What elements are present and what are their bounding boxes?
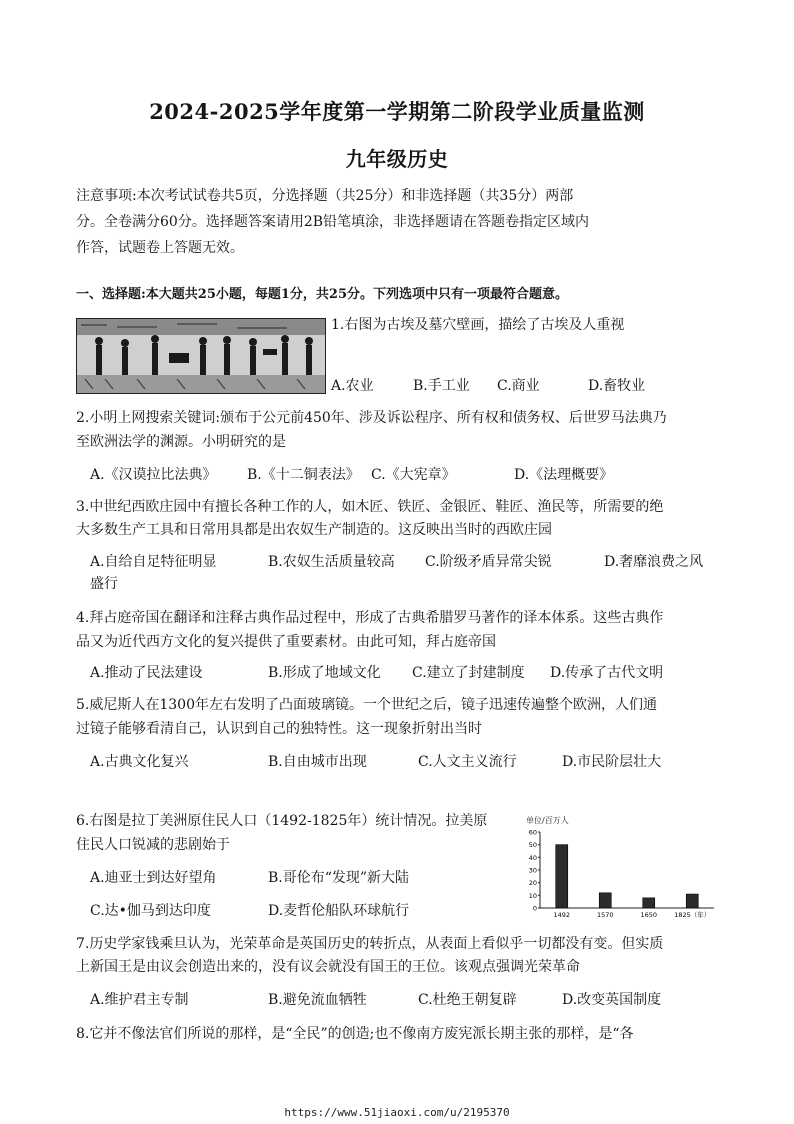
bar-1: [599, 893, 611, 908]
y-tick-label: 20: [528, 879, 537, 888]
population-chart: [518, 814, 718, 922]
y-tick-label: 60: [528, 828, 537, 837]
notice-line: 分。全卷满分60分。选择题答案请用2B铅笔填涂，非选择题请在答题卷指定区域内: [76, 214, 590, 230]
y-tick-label: 50: [528, 841, 537, 850]
population-chart-svg: [518, 814, 718, 922]
q4-option-b[interactable]: B.形成了地域文化: [268, 665, 381, 681]
section-heading: 一、选择题:本大题共25小题，每题1分，共25分。下列选项中只有一项最符合题意。: [76, 287, 569, 302]
y-tick-label: 0: [532, 904, 537, 913]
exam-subtitle: 九年级历史: [345, 147, 449, 171]
q3-option-a[interactable]: A.自给自足特征明显: [90, 554, 217, 570]
q4-option-a[interactable]: A.推动了民法建设: [90, 665, 203, 681]
question-3-line: 3.中世纪西欧庄园中有擅长各种工作的人，如木匠、铁匠、金银匠、鞋匠、渔民等，所需要的绝: [76, 499, 664, 515]
q5-option-a[interactable]: A.古典文化复兴: [90, 754, 189, 770]
question-3-line: 大多数生产工具和日常用具都是出农奴生产制造的。这反映出当时的西欧庄园: [76, 522, 552, 538]
bar-3: [686, 894, 698, 908]
question-5-line: 过镜子能够看清自己，认识到自己的独特性。这一现象折射出当时: [76, 721, 482, 737]
q3-option-c[interactable]: C.阶级矛盾异常尖锐: [425, 554, 552, 570]
y-tick-label: 40: [528, 853, 537, 862]
footer-url[interactable]: https://www.51jiaoxi.com/u/2195370: [284, 1106, 510, 1119]
q6-option-b[interactable]: B.哥伦布“发现”新大陆: [268, 870, 410, 886]
egypt-fresco-image: [76, 318, 326, 394]
question-8-line: 8.它并不像法官们所说的那样，是“全民”的创造;也不像南方废宪派长期主张的那样，是“各: [76, 1026, 634, 1042]
exam-title: 2024-2025学年度第一学期第二阶段学业质量监测: [149, 99, 645, 124]
q1-option-b[interactable]: B.手工业: [413, 378, 470, 394]
question-4-line: 4.拜占庭帝国在翻译和注释古典作品过程中，形成了古典希腊罗马著作的译本体系。这些古典作: [76, 610, 664, 626]
q7-option-a[interactable]: A.维护君主专制: [90, 992, 189, 1008]
question-4-line: 品又为近代西方文化的复兴提供了重要素材。由此可知，拜占庭帝国: [76, 634, 496, 650]
q2-option-d[interactable]: D.《法理概要》: [514, 467, 614, 483]
question-6-line: 住民人口锐减的悲剧始于: [76, 837, 230, 853]
y-tick-label: 30: [528, 866, 537, 875]
notice-line: 作答，试题卷上答题无效。: [76, 240, 244, 256]
q7-option-b[interactable]: B.避免流血牺牲: [268, 992, 367, 1008]
question-5-line: 5.威尼斯人在1300年左右发明了凸面玻璃镜。一个世纪之后，镜子迅速传遍整个欧洲，人们通: [76, 697, 657, 713]
q6-option-a[interactable]: A.迪亚士到达好望角: [90, 870, 217, 886]
q5-option-c[interactable]: C.人文主义流行: [418, 754, 517, 770]
q2-option-b[interactable]: B.《十二铜表法》: [247, 467, 360, 483]
x-category-label: 1650: [640, 911, 658, 919]
q3-option-d[interactable]: D.奢靡浪费之风: [604, 554, 704, 570]
q3-option-b[interactable]: B.农奴生活质量较高: [268, 554, 395, 570]
q7-option-d[interactable]: D.改变英国制度: [562, 992, 662, 1008]
question-2-line: 至欧洲法学的渊源。小明研究的是: [76, 434, 286, 450]
q6-option-c[interactable]: C.达•伽马到达印度: [90, 903, 211, 919]
q4-option-c[interactable]: C.建立了封建制度: [412, 665, 525, 681]
q2-option-a[interactable]: A.《汉谟拉比法典》: [90, 467, 217, 483]
q5-option-d[interactable]: D.市民阶层壮大: [562, 754, 662, 770]
x-category-label: 1570: [596, 911, 614, 919]
q4-option-d[interactable]: D.传承了古代文明: [550, 665, 664, 681]
q2-option-c[interactable]: C.《大宪章》: [371, 467, 456, 483]
q5-option-b[interactable]: B.自由城市出现: [268, 754, 367, 770]
x-category-label: 1492: [553, 911, 571, 919]
notice-line: 注意事项:本次考试试卷共5页，分选择题（共25分）和非选择题（共35分）两部: [76, 188, 574, 204]
q3-option-d-continued: 盛行: [90, 576, 118, 592]
notice-block: [76, 183, 716, 261]
q1-option-a[interactable]: A.农业: [331, 378, 374, 394]
q1-option-d[interactable]: D.畜牧业: [588, 378, 646, 394]
x-category-label: 1825（年）: [674, 911, 711, 919]
q6-option-d[interactable]: D.麦哲伦船队环球航行: [268, 903, 410, 919]
question-1-stem: 1.右图为古埃及墓穴壁画，描绘了古埃及人重视: [331, 317, 625, 333]
bar-2: [643, 898, 655, 908]
question-2-line: 2.小明上网搜索关键词:颁布于公元前450年、涉及诉讼程序、所有权和债务权、后世罗马法典乃: [76, 410, 667, 426]
question-7-line: 7.历史学家钱乘旦认为，光荣革命是英国历史的转折点，从表面上看似乎一切都没有变。但实质: [76, 936, 664, 952]
q1-option-c[interactable]: C.商业: [497, 378, 540, 394]
question-6-line: 6.右图是拉丁美洲原住民人口（1492-1825年）统计情况。拉美原: [76, 813, 488, 829]
question-7-line: 上新国王是由议会创造出来的，没有议会就没有国王的王位。该观点强调光荣革命: [76, 959, 580, 975]
y-tick-label: 10: [528, 891, 537, 900]
bar-0: [556, 845, 568, 908]
q7-option-c[interactable]: C.杜绝王朝复辟: [418, 992, 517, 1008]
chart-ylabel: 单位/百万人: [526, 816, 569, 825]
